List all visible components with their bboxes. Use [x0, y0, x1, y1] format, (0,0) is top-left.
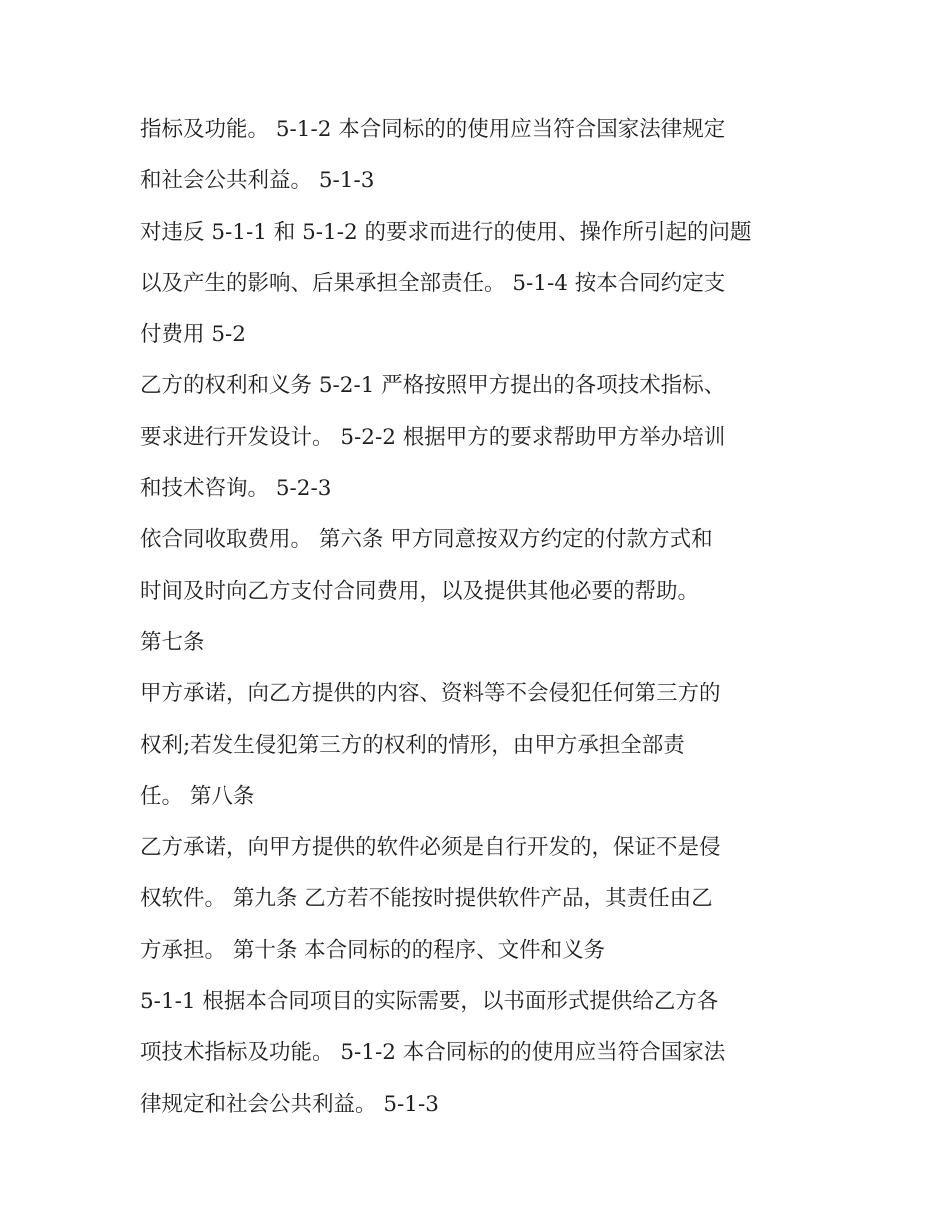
- text-line: 律规定和社会公共利益。 5-1-3: [140, 1091, 439, 1117]
- text-line: 付费用 5-2: [140, 322, 246, 348]
- text-line: 乙方承诺，向甲方提供的软件必须是自行开发的，保证不是侵: [140, 835, 721, 861]
- text-line: 时间及时向乙方支付合同费用，以及提供其他必要的帮助。: [140, 578, 700, 604]
- text-line: 指标及功能。 5-1-2 本合同标的的使用应当符合国家法律规定: [140, 117, 726, 142]
- contract-text-body: [140, 110, 830, 1136]
- text-line: 乙方的权利和义务 5-2-1 严格按照甲方提出的各项技术指标、: [140, 373, 726, 399]
- text-line: 以及产生的影响、后果承担全部责任。 5-1-4 按本合同约定支: [140, 270, 726, 296]
- text-line: 依合同收取费用。 第六条 甲方同意按双方约定的付款方式和: [140, 527, 713, 553]
- text-line: 和社会公共利益。 5-1-3: [140, 168, 375, 194]
- text-line: 第七条: [140, 629, 205, 655]
- text-line: 5-1-1 根据本合同项目的实际需要，以书面形式提供给乙方各: [140, 989, 719, 1015]
- text-line: 方承担。 第十条 本合同标的的程序、文件和义务: [140, 937, 606, 963]
- text-line: 权利;若发生侵犯第三方的权利的情形，由甲方承担全部责: [140, 732, 685, 758]
- text-line: 甲方承诺，向乙方提供的内容、资料等不会侵犯任何第三方的: [140, 681, 721, 707]
- text-line: 任。 第八条: [140, 783, 255, 809]
- text-line: 和技术咨询。 5-2-3: [140, 476, 332, 502]
- text-line: 对违反 5-1-1 和 5-1-2 的要求而进行的使用、操作所引起的问题: [140, 219, 752, 245]
- text-line: 项技术指标及功能。 5-1-2 本合同标的的使用应当符合国家法: [140, 1040, 726, 1066]
- text-line: 权软件。 第九条 乙方若不能按时提供软件产品，其责任由乙: [140, 886, 713, 912]
- text-line: 要求进行开发设计。 5-2-2 根据甲方的要求帮助甲方举办培训: [140, 424, 726, 450]
